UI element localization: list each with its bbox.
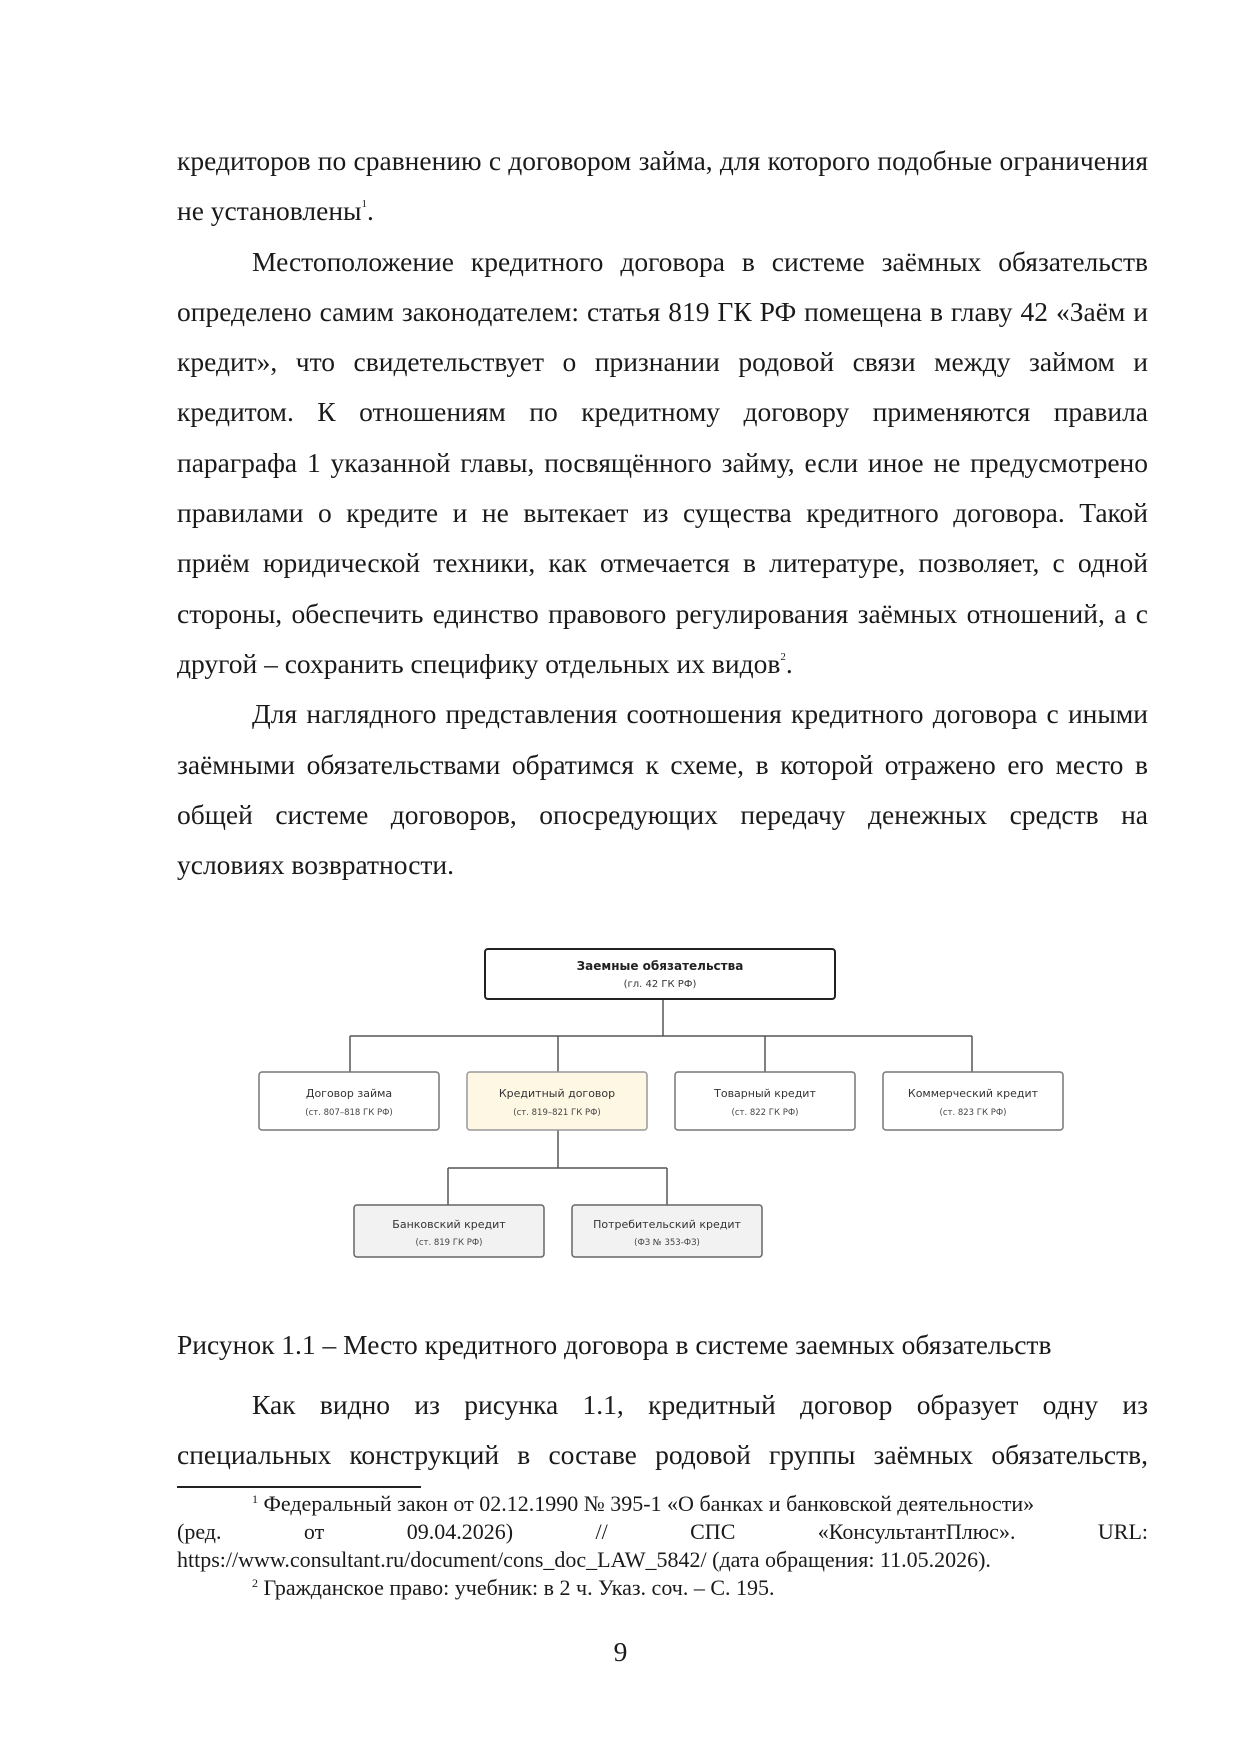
svg-text:Договор займа: Договор займа (305, 1087, 393, 1100)
root-node-title: Заемные обязательства (576, 959, 744, 973)
footnote-separator (177, 1486, 421, 1488)
svg-text:Кредитный договор: Кредитный договор (498, 1087, 616, 1100)
footnote-ref-2: 2 (780, 650, 786, 663)
svg-text:Потребительский кредит: Потребительский кредит (593, 1218, 741, 1231)
paragraph-4: Как видно из рисунка 1.1, кредитный договор образует одну из специальных конструкций в составе родовой группы заёмных обязательств, (177, 1389, 1148, 1471)
diagram-node-consumer-credit (572, 1205, 762, 1257)
diagram-connectors (350, 999, 972, 1205)
svg-text:(ст. 807–818 ГК РФ): (ст. 807–818 ГК РФ) (305, 1108, 393, 1118)
svg-text:Банковский кредит: Банковский кредит (392, 1218, 506, 1231)
svg-text:(ст. 822 ГК РФ): (ст. 822 ГК РФ) (731, 1108, 799, 1118)
footnote-1-line-2: (ред. от 09.04.2026) // СПС «КонсультантПлюс». URL: (177, 1519, 1148, 1544)
svg-text:Товарный кредит: Товарный кредит (714, 1087, 816, 1100)
svg-text:(ст. 819 ГК РФ): (ст. 819 ГК РФ) (415, 1238, 483, 1248)
paragraph-2: Местоположение кредитного договора в системе заёмных обязательств определено самим законодателем: статья 819 ГК РФ помещена в главу 42 «Заём и кредит», что свидетельствует о признании родовой связи между займом и кредитом. К отношениям по кредитному договору применяются правила параграфа 1 указанной главы, посвящённого займу, если иное не предусмотрено правилами о кредите и не вытекает из существа кредитного договора. Такой приём юридической техники, как отмечается в литературе, позволяет, с одной стороны, обеспечить единство правового регулирования заёмных отношений, а с другой – сохранить специфику отдельных их видов$^2$. (177, 245, 1148, 679)
diagram-node-credit-agreement (467, 1072, 647, 1130)
footnote-1-line-1: $^1$ Федеральный закон от 02.12.1990 № 395-1 «О банках и банковской деятельности» (252, 1491, 1035, 1516)
svg-text:(ФЗ № 353-ФЗ): (ФЗ № 353-ФЗ) (634, 1238, 700, 1248)
footnote-1-line-3: https://www.consultant.ru/document/cons_doc_LAW_5842/ (дата обращения: 11.05.2026). (177, 1547, 991, 1572)
diagram-node-bank-credit (354, 1205, 544, 1257)
footnote-ref-1: 1 (361, 198, 368, 211)
footnotes (177, 1490, 1148, 1602)
diagram-node-commodity-credit (675, 1072, 855, 1130)
diagram-node-loan (259, 1072, 439, 1130)
body-text-bottom (177, 1380, 1148, 1481)
diagram-node-commercial-credit (883, 1072, 1063, 1130)
diagram-root-node (485, 949, 835, 999)
page-number: 9 (613, 1636, 628, 1667)
footnote-2: $^2$ Гражданское право: учебник: в 2 ч. Указ. соч. – С. 195. (252, 1575, 775, 1600)
paragraph-3: Для наглядного представления соотношения кредитного договора с иными заёмными обязательствами обратимся к схеме, в которой отражено его место в общей системе договоров, опосредующих передачу денежных средств на условиях возвратности. (177, 698, 1148, 881)
body-text-top (177, 136, 1148, 890)
svg-text:(ст. 819–821 ГК РФ): (ст. 819–821 ГК РФ) (513, 1108, 601, 1118)
svg-text:Коммерческий кредит: Коммерческий кредит (907, 1087, 1039, 1100)
svg-text:(ст. 823 ГК РФ): (ст. 823 ГК РФ) (939, 1108, 1007, 1118)
root-node-subtitle: (гл. 42 ГК РФ) (623, 979, 697, 990)
figure-caption: Рисунок 1.1 – Место кредитного договора в системе заемных обязательств (177, 1329, 1052, 1360)
credit-obligations-diagram (256, 948, 1072, 1272)
paragraph-1: кредиторов по сравнению с договором займа, для которого подобные ограничения не установлены$^1$. (177, 145, 1148, 227)
